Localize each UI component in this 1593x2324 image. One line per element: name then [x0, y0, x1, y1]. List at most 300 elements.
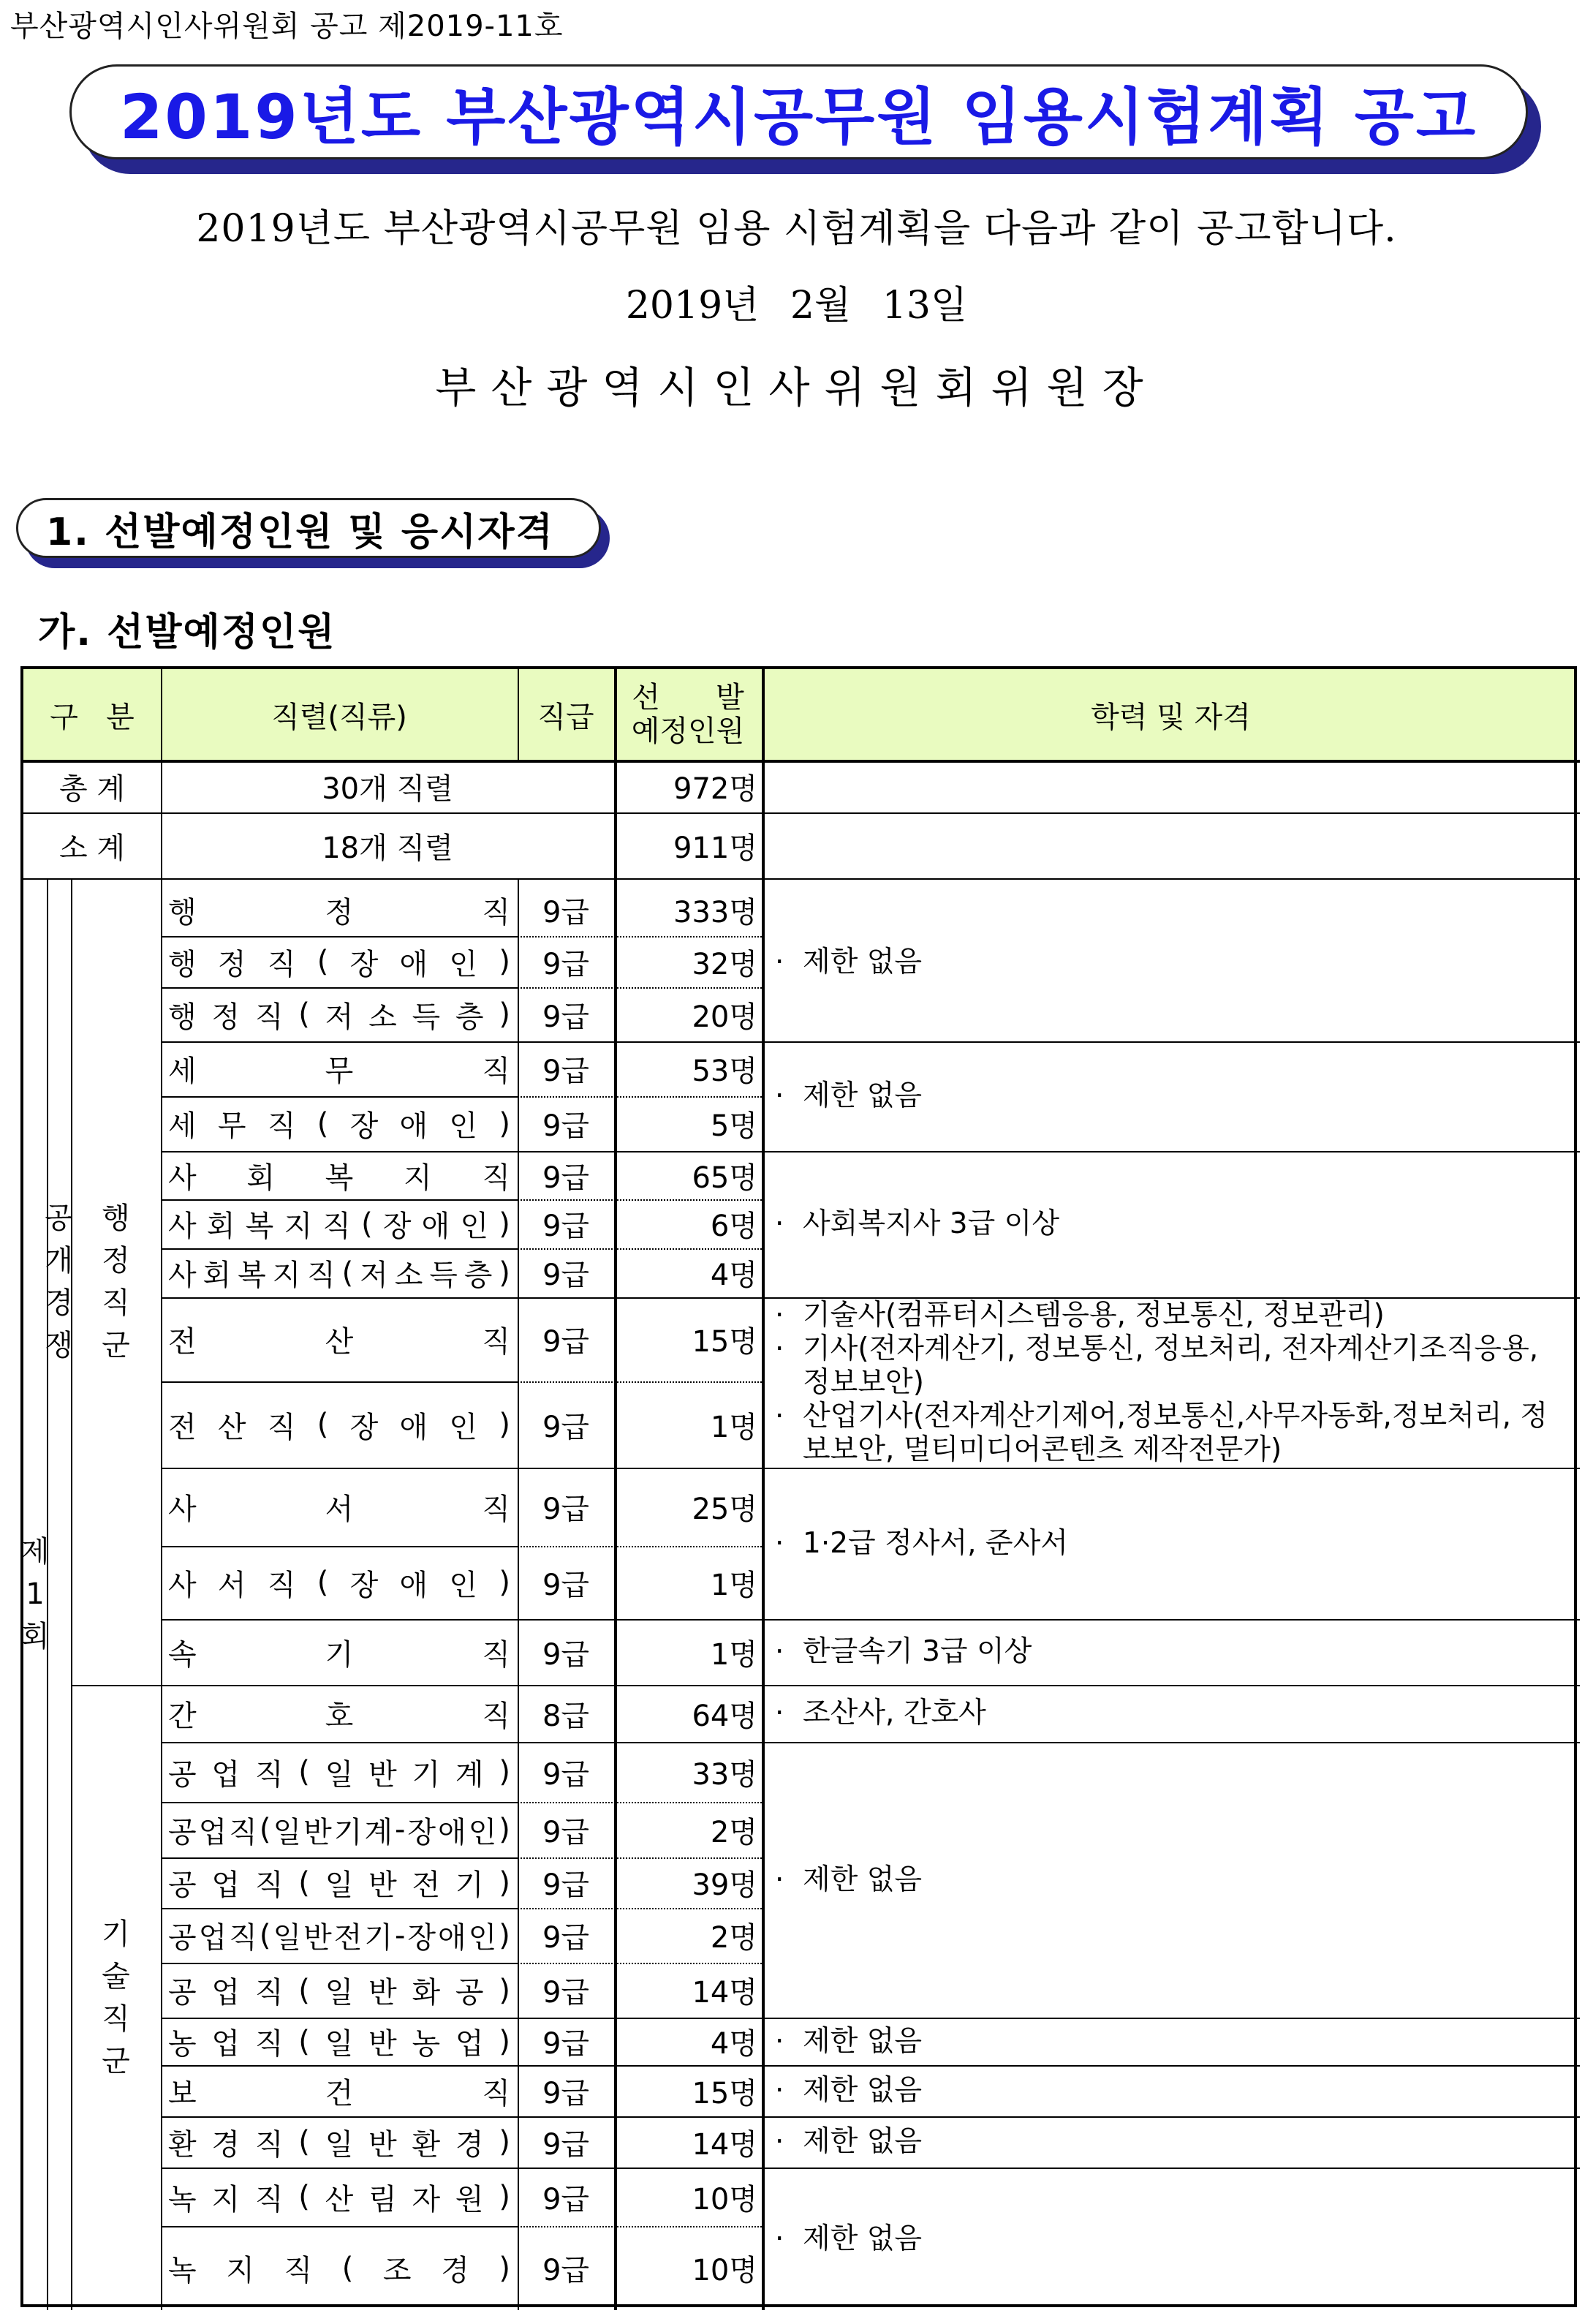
job-char: 일: [325, 1868, 354, 1902]
job-char: 행: [168, 1000, 197, 1034]
total-count: 972명: [673, 771, 757, 806]
open-competition-label-char: 쟁: [45, 1328, 73, 1362]
job-cell: [161, 936, 518, 987]
qual-green-text: 제한 없음: [803, 2222, 923, 2255]
qual-admin-item: [775, 946, 1567, 979]
job-char: 장: [349, 1568, 379, 1602]
job-char: 장: [349, 1109, 379, 1143]
job-char: 직: [307, 1259, 336, 1292]
job-char: 공: [455, 1976, 484, 2010]
header-grade: 직급: [537, 700, 594, 734]
job-cell: [161, 2168, 518, 2226]
job-char: 호: [325, 1699, 354, 1733]
job-char: 장: [382, 1210, 412, 1243]
grade-cell: 9급: [542, 1493, 590, 1526]
job-char: 행: [168, 895, 197, 929]
job-cell: [161, 1742, 518, 1802]
bullet: ·: [775, 2125, 784, 2158]
header-job: 직렬(직류): [271, 700, 407, 734]
job-char: 산: [325, 1325, 354, 1359]
grade-cell: 9급: [542, 1976, 590, 2010]
bullet: ·: [775, 2074, 784, 2107]
qual-admin: [775, 883, 1567, 1041]
job-char: 직: [254, 1976, 284, 2010]
job-char: 계: [364, 1815, 393, 1849]
grade-cell: 9급: [542, 947, 590, 981]
job-char: 공: [168, 1921, 197, 1955]
qual-welfare-text: 사회복지사 3급 이상: [803, 1207, 1059, 1240]
header-count: [614, 669, 762, 760]
job-char: 애: [399, 1410, 428, 1444]
job-char: 직: [482, 1493, 510, 1526]
header-count-line1: 선 발: [632, 681, 744, 714]
job-char: 일: [325, 1757, 354, 1792]
job-char: (: [298, 2024, 310, 2059]
job-char: 직: [267, 1109, 296, 1143]
qual-admin-text: 제한 없음: [803, 946, 923, 978]
grade-cell: 9급: [542, 2076, 590, 2110]
job-char: 건: [325, 2076, 354, 2110]
job-char: 사: [168, 1259, 197, 1292]
job-cell: [161, 1381, 518, 1468]
grade-cell: 9급: [542, 1210, 590, 1243]
job-char: 사: [168, 1161, 197, 1195]
header-category: 구 분: [50, 700, 135, 734]
job-char: 장: [407, 1921, 436, 1955]
admin-group-label-char: 직: [102, 1286, 130, 1320]
job-char: 업: [211, 2027, 241, 2061]
section-title: 1. 선발예정인원 및 응시자격: [46, 510, 554, 554]
grade-cell: 9급: [542, 1757, 590, 1792]
job-char: 회: [206, 1210, 235, 1243]
job-char: 정: [325, 895, 354, 929]
notice-number: 부산광역시인사위원회 공고 제2019-11호: [10, 10, 564, 43]
job-char: ): [499, 2024, 510, 2059]
job-char: 사: [168, 1568, 197, 1602]
job-char: 반: [368, 2027, 397, 2061]
job-char: (: [317, 1408, 329, 1441]
grade-cell: 8급: [542, 1699, 590, 1733]
job-char: ): [499, 1865, 510, 1900]
job-char: 일: [325, 2127, 354, 2162]
job-char: 일: [273, 1921, 302, 1955]
job-char: 반: [368, 2127, 397, 2162]
job-cell: [161, 1151, 518, 1199]
job-char: 직: [322, 1210, 351, 1243]
tech-group-label: [71, 1685, 161, 2310]
grade-cell: 9급: [542, 2182, 590, 2217]
admin-group-label-char: 행: [102, 1201, 130, 1235]
job-char: 인: [449, 1410, 478, 1444]
qual-it-item: [775, 1400, 1567, 1467]
job-char: 인: [468, 1815, 497, 1849]
job-cell: [161, 1619, 518, 1685]
grade-cell: 9급: [542, 1637, 590, 1672]
job-char: 속: [168, 1637, 197, 1672]
grade-cell: 9급: [542, 1000, 590, 1034]
job-cell: [161, 1685, 518, 1742]
job-char: 직: [229, 1921, 257, 1955]
qual-green-item: [775, 2222, 1567, 2256]
job-char: (: [341, 1256, 354, 1290]
grade-cell: 9급: [542, 1410, 590, 1444]
count-cell: 1명: [710, 1568, 757, 1602]
job-char: ): [499, 1207, 510, 1241]
count-cell: 33명: [692, 1757, 757, 1792]
job-char: 층: [463, 1259, 493, 1292]
job-char: 직: [284, 2254, 313, 2287]
qual-industry-item: [775, 1863, 1567, 1897]
qual-env-text: 제한 없음: [803, 2125, 923, 2158]
job-char: 전: [333, 1921, 363, 1955]
job-char: 지: [403, 1161, 432, 1195]
qual-steno-text: 한글속기 3급 이상: [803, 1635, 1032, 1668]
header-count-line2: 예정인원: [631, 714, 745, 748]
job-char: (: [341, 2251, 354, 2285]
job-char: 소: [368, 1000, 397, 1034]
qual-steno: [775, 1619, 1567, 1685]
count-cell: 2명: [710, 1921, 757, 1955]
job-char: ): [499, 945, 510, 978]
job-char: 기: [333, 1815, 363, 1849]
job-char: 애: [421, 1210, 450, 1243]
grade-cell: 9급: [542, 1259, 590, 1292]
job-char: -: [394, 1813, 406, 1846]
job-char: 일: [325, 1976, 354, 2010]
job-cell: [161, 1908, 518, 1963]
job-char: 직: [254, 1868, 284, 1902]
qual-tax-item: [775, 1079, 1567, 1113]
issuer-name: 부산광역시인사위원회위원장: [435, 363, 1158, 412]
job-char: 기: [325, 1637, 354, 1672]
bullet: ·: [775, 1526, 784, 1560]
admin-group-label-char: 정: [102, 1243, 130, 1278]
grade-cell: 9급: [542, 1109, 590, 1143]
job-char: 애: [399, 947, 428, 981]
bullet: ·: [775, 1863, 784, 1896]
grade-cell: 9급: [542, 1055, 590, 1088]
job-char: 환: [412, 2127, 441, 2162]
job-cell: [161, 1546, 518, 1619]
qual-health-text: 제한 없음: [803, 2074, 923, 2107]
open-competition-label-char: 공: [45, 1201, 73, 1235]
job-char: 직: [254, 2127, 284, 2162]
section-banner-box: [16, 498, 601, 558]
job-char: 반: [368, 1757, 397, 1792]
job-char: 행: [168, 947, 197, 981]
grade-cell: 9급: [542, 1325, 590, 1359]
job-char: 직: [482, 1161, 510, 1195]
recruitment-table: [20, 666, 1577, 2307]
count-cell: 14명: [692, 2127, 757, 2162]
job-char: ): [499, 2125, 510, 2159]
job-char: 정: [217, 947, 246, 981]
qual-librarian: [775, 1468, 1567, 1619]
job-char: (: [259, 1918, 271, 1953]
job-char: 애: [399, 1568, 428, 1602]
qual-env-item: [775, 2125, 1567, 2159]
job-char: 전: [168, 1325, 197, 1359]
job-char: 정: [211, 1000, 241, 1034]
job-char: 복: [325, 1161, 354, 1195]
subtotal-count: 911명: [673, 831, 757, 865]
job-char: 득: [429, 1259, 458, 1292]
job-char: 지: [226, 2254, 254, 2287]
round-label-char: 1: [26, 1577, 45, 1611]
job-char: 자: [412, 2182, 441, 2217]
job-char: 지: [272, 1259, 301, 1292]
job-char: 직: [482, 895, 510, 929]
job-cell: [161, 1857, 518, 1908]
open-competition-label: [47, 878, 71, 1685]
job-char: -: [394, 1918, 406, 1953]
count-cell: 14명: [692, 1976, 757, 2010]
tech-group-label-char: 직: [102, 2002, 130, 2036]
qual-industry-text: 제한 없음: [803, 1863, 923, 1896]
job-char: 업: [455, 2027, 484, 2061]
total-label: 총 계: [59, 771, 125, 806]
qual-it-item: [775, 1299, 1567, 1332]
job-char: 공: [168, 1815, 197, 1849]
job-char: 기: [455, 1868, 484, 1902]
job-char: 전: [168, 1410, 197, 1444]
count-cell: 25명: [692, 1493, 757, 1526]
qual-librarian-text: 1·2급 정사서, 준사서: [803, 1526, 1068, 1560]
grade-cell: 9급: [542, 1815, 590, 1849]
count-cell: 10명: [692, 2182, 757, 2217]
job-cell: [161, 987, 518, 1041]
job-char: 반: [303, 1815, 332, 1849]
job-char: (: [298, 2180, 310, 2214]
job-char: 경: [211, 2127, 241, 2162]
job-char: 전: [412, 1868, 441, 1902]
job-char: 반: [303, 1921, 332, 1955]
job-char: 저: [325, 1000, 354, 1034]
job-char: 지: [284, 1210, 313, 1243]
round-label-char: 회: [20, 1620, 50, 1653]
job-char: 세: [168, 1109, 197, 1143]
qual-nursing-text: 조산사, 간호사: [803, 1697, 986, 1729]
job-char: 공: [168, 1976, 197, 2010]
bullet: ·: [775, 1399, 784, 1433]
round-label-char: 제: [20, 1535, 50, 1569]
job-char: ): [499, 2251, 510, 2285]
count-cell: 5명: [710, 1109, 757, 1143]
job-char: 무: [217, 1109, 246, 1143]
job-char: ): [499, 2180, 510, 2214]
subtotal-label: 소 계: [59, 831, 125, 865]
job-char: (: [361, 1207, 373, 1241]
job-char: 반: [368, 1976, 397, 2010]
job-char: 직: [482, 1699, 510, 1733]
count-cell: 53명: [692, 1055, 757, 1088]
job-char: (: [317, 945, 329, 978]
job-char: 애: [438, 1921, 466, 1955]
job-char: 직: [267, 1568, 296, 1602]
count-cell: 4명: [710, 1259, 757, 1292]
count-cell: 15명: [692, 2076, 757, 2110]
qual-agri: [775, 2018, 1567, 2065]
bullet: ·: [775, 2222, 784, 2255]
job-char: 지: [211, 2182, 241, 2217]
job-cell: [161, 1248, 518, 1297]
job-cell: [161, 1963, 518, 2018]
header-qual: 학력 및 자격: [1091, 700, 1251, 734]
job-char: 복: [245, 1210, 274, 1243]
grade-cell: 9급: [542, 895, 590, 929]
count-cell: 6명: [710, 1210, 757, 1243]
qual-nursing: [775, 1685, 1567, 1742]
job-char: 보: [168, 2076, 197, 2110]
qual-it-text: 산업기사(전자계산기제어,정보통신,사무자동화,정보처리, 정보보안, 멀티미디어콘텐츠 제작전문가): [803, 1399, 1548, 1466]
job-char: 조: [382, 2254, 412, 2287]
job-char: 직: [254, 1757, 284, 1792]
qual-it-text: 기술사(컴퓨터시스템응용, 정보통신, 정보관리): [803, 1298, 1385, 1332]
row-divider: [23, 878, 1580, 880]
job-cell: [161, 1199, 518, 1248]
job-char: 간: [168, 1699, 197, 1733]
job-char: ): [499, 1813, 510, 1846]
job-char: 서: [217, 1568, 246, 1602]
job-char: 공: [168, 1868, 197, 1902]
qual-tax-text: 제한 없음: [803, 1079, 923, 1112]
count-cell: 64명: [692, 1699, 757, 1733]
job-char: ): [499, 1755, 510, 1789]
job-cell: [161, 2065, 518, 2116]
job-char: 무: [325, 1055, 354, 1088]
page-title: 2019년도 부산광역시공무원 임용시험계획 공고: [119, 80, 1478, 153]
qual-health-item: [775, 2074, 1567, 2108]
qual-librarian-item: [775, 1527, 1567, 1561]
job-char: (: [317, 1566, 329, 1599]
job-char: 애: [438, 1815, 466, 1849]
job-cell: [161, 2018, 518, 2065]
job-char: ): [499, 1918, 510, 1953]
grade-cell: 9급: [542, 2127, 590, 2162]
job-char: 일: [325, 2027, 354, 2061]
job-char: 녹: [168, 2182, 197, 2217]
job-char: 회: [246, 1161, 275, 1195]
job-char: (: [317, 1106, 329, 1141]
count-cell: 39명: [692, 1868, 757, 1902]
tech-group-label-char: 술: [102, 1959, 130, 1993]
job-cell: [161, 883, 518, 936]
notice-date: 2019년 2월 13일: [625, 284, 968, 328]
round-label: [20, 878, 50, 2310]
job-char: 기: [412, 1757, 441, 1792]
job-char: 직: [254, 2182, 284, 2217]
bullet: ·: [775, 1079, 784, 1112]
job-char: 경: [455, 2127, 484, 2162]
job-char: ): [499, 997, 510, 1031]
job-char: 산: [325, 2182, 354, 2217]
subsection-title: 가. 선발예정인원: [38, 611, 336, 654]
job-char: 직: [482, 2076, 510, 2110]
job-char: 직: [254, 1000, 284, 1034]
job-char: 업: [211, 1868, 241, 1902]
job-char: (: [259, 1813, 271, 1846]
job-char: 직: [482, 1325, 510, 1359]
job-char: 농: [412, 2027, 441, 2061]
job-char: 직: [267, 947, 296, 981]
qual-it-item: [775, 1332, 1567, 1400]
job-char: 공: [168, 1757, 197, 1792]
qual-it-text: 기사(전자계산기, 정보통신, 정보처리, 전자계산기조직응용, 정보보안): [803, 1332, 1539, 1399]
job-char: 원: [455, 2182, 484, 2217]
qual-welfare-item: [775, 1207, 1567, 1241]
qual-welfare: [775, 1151, 1567, 1297]
job-char: 농: [168, 2027, 197, 2061]
count-cell: 333명: [673, 895, 757, 929]
job-char: ): [499, 1973, 510, 2007]
job-char: ): [499, 1256, 510, 1290]
bullet: ·: [775, 1635, 784, 1668]
count-cell: 1명: [710, 1410, 757, 1444]
job-char: 업: [211, 1757, 241, 1792]
bullet: ·: [775, 946, 784, 978]
subtotal-job: 18개 직렬: [322, 831, 453, 865]
job-char: 복: [238, 1259, 266, 1292]
job-char: 소: [394, 1259, 423, 1292]
column-divider: [762, 669, 765, 2310]
job-char: 일: [273, 1815, 302, 1849]
job-char: 산: [217, 1410, 246, 1444]
job-char: ): [499, 1408, 510, 1441]
job-char: 애: [399, 1109, 428, 1143]
open-competition-label-char: 개: [45, 1243, 73, 1278]
grade-cell: 9급: [542, 2254, 590, 2287]
qual-steno-item: [775, 1635, 1567, 1669]
section-heading-banner: [16, 498, 601, 558]
job-char: 경: [441, 2254, 469, 2287]
job-char: (: [298, 1865, 310, 1900]
job-char: 장: [407, 1815, 436, 1849]
job-char: 층: [455, 1000, 484, 1034]
grade-cell: 9급: [542, 1161, 590, 1195]
job-char: 장: [349, 1410, 379, 1444]
job-char: 녹: [168, 2254, 197, 2287]
job-char: 업: [198, 1815, 227, 1849]
job-char: 계: [455, 1757, 484, 1792]
job-char: 세: [168, 1055, 197, 1088]
count-cell: 32명: [692, 947, 757, 981]
job-char: 장: [349, 947, 379, 981]
bullet: ·: [775, 1697, 784, 1729]
job-cell: [161, 2116, 518, 2168]
job-char: 득: [412, 1000, 441, 1034]
job-char: (: [298, 2125, 310, 2159]
job-char: 인: [468, 1921, 497, 1955]
job-char: 업: [211, 1976, 241, 2010]
grade-cell: 9급: [542, 1921, 590, 1955]
job-char: 화: [412, 1976, 441, 2010]
job-char: 림: [368, 2182, 397, 2217]
job-char: 환: [168, 2127, 197, 2162]
qual-industry: [775, 1742, 1567, 2018]
job-char: 저: [360, 1259, 388, 1292]
count-cell: 4명: [710, 2027, 757, 2061]
job-char: ): [499, 1566, 510, 1599]
count-cell: 15명: [692, 1325, 757, 1359]
intro-text: 2019년도 부산광역시공무원 임용 시험계획을 다음과 같이 공고합니다.: [196, 207, 1397, 251]
job-char: (: [298, 997, 310, 1031]
job-char: (: [298, 1755, 310, 1789]
qual-health: [775, 2065, 1567, 2116]
bullet: ·: [775, 1298, 784, 1332]
qual-agri-text: 제한 없음: [803, 2024, 923, 2058]
open-competition-label-char: 경: [45, 1286, 73, 1320]
count-cell: 10명: [692, 2254, 757, 2287]
